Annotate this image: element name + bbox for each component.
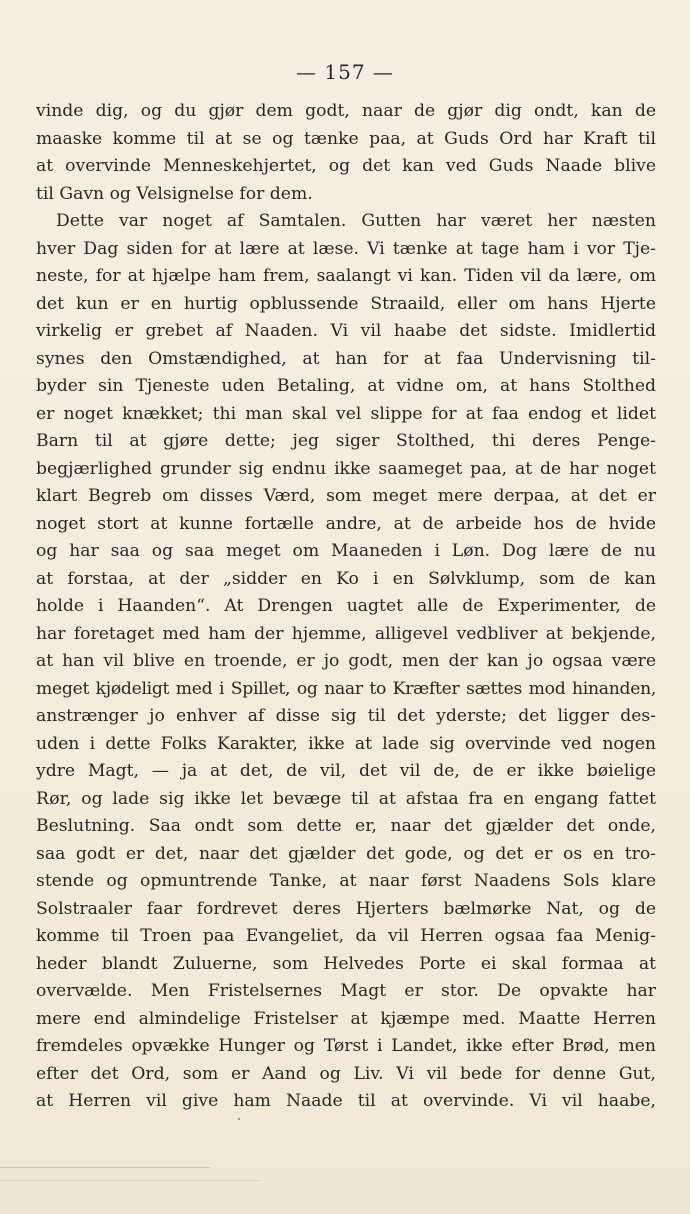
text-line: noget stort at kunne fortælle andre, at de arbeide hos de hvide [36, 513, 656, 534]
text-line: Solstraaler faar fordrevet deres Hjerters bælmørke Nat, og de [36, 898, 656, 919]
text-line: Beslutning. Saa ondt som dette er, naar det gjælder det onde, [36, 816, 656, 836]
text-line: og har saa og saa meget om Maaneden i Løn. Dog lære de nu [36, 541, 656, 561]
text-line: begjærlighed grunder sig endnu ikke saameget paa, at de har noget [36, 458, 656, 479]
text-line: overvælde. Men Fristelsernes Magt er stor. De opvakte har [36, 981, 656, 1001]
text-line: virkelig er grebet af Naaden. Vi vil haabe det sidste. Imidlertid [36, 321, 656, 341]
text-line: vinde dig, og du gjør dem godt, naar de gjør dig ondt, kan de [36, 101, 656, 121]
text-line: at overvinde Menneskehjertet, og det kan ved Guds Naade blive [36, 156, 656, 176]
text-line: hver Dag siden for at lære at læse. Vi tænke at tage ham i vor Tje- [36, 238, 656, 259]
page-edge-line [0, 1180, 260, 1181]
ink-speck [238, 1118, 240, 1120]
text-line: det kun er en hurtig opblussende Straaild, eller om hans Hjerte [36, 293, 656, 314]
text-line: Dette var noget af Samtalen. Gutten har været her næsten [56, 211, 656, 231]
text-line: Rør, og lade sig ikke let bevæge til at afstaa fra en engang fattet [36, 788, 656, 809]
text-line: ydre Magt, — ja at det, de vil, det vil de, de er ikke bøielige [36, 761, 656, 781]
text-line: efter det Ord, som er Aand og Liv. Vi vil bede for denne Gut, [36, 1063, 656, 1084]
text-line: at han vil blive en troende, er jo godt, men der kan jo ogsaa være [36, 651, 656, 671]
text-line: at forstaa, at der „sidder en Ko i en Sølvklump, som de kan [36, 568, 656, 589]
text-line: komme til Troen paa Evangeliet, da vil Herren ogsaa faa Menig- [36, 926, 656, 946]
page-edge-line [0, 1167, 210, 1168]
text-line: anstrænger jo enhver af disse sig til det yderste; det ligger des- [36, 706, 656, 726]
text-line: Barn til at gjøre dette; jeg siger Stolthed, thi deres Penge- [36, 431, 656, 451]
text-line: heder blandt Zuluerne, som Helvedes Porte ei skal formaa at [36, 953, 656, 974]
text-line: synes den Omstændighed, at han for at faa Undervisning til- [36, 348, 656, 369]
text-line: maaske komme til at se og tænke paa, at Guds Ord har Kraft til [36, 128, 656, 149]
text-line: uden i dette Folks Karakter, ikke at lade sig overvinde ved nogen [36, 733, 656, 754]
body-text [36, 98, 656, 1116]
text-line: holde i Haanden“. At Drengen uagtet alle de Experimenter, de [36, 596, 656, 616]
text-line: har foretaget med ham der hjemme, alligevel vedbliver at bekjende, [36, 623, 656, 644]
text-line: mere end almindelige Fristelser at kjæmpe med. Maatte Herren [36, 1008, 656, 1029]
text-line: at Herren vil give ham Naade til at overvinde. Vi vil haabe, [36, 1091, 656, 1111]
text-line: saa godt er det, naar det gjælder det gode, og det er os en tro- [36, 843, 656, 864]
text-line: neste, for at hjælpe ham frem, saalangt vi kan. Tiden vil da lære, om [36, 266, 656, 286]
text-line: er noget knækket; thi man skal vel slippe for at faa endog et lidet [36, 403, 656, 424]
text-line: stende og opmuntrende Tanke, at naar først Naadens Sols klare [36, 871, 656, 891]
text-line: fremdeles opvække Hunger og Tørst i Landet, ikke efter Brød, men [36, 1036, 656, 1056]
text-line: byder sin Tjeneste uden Betaling, at vidne om, at hans Stolthed [36, 376, 656, 396]
page-number: — 157 — [296, 60, 394, 84]
text-line: til Gavn og Velsignelse for dem. [36, 183, 313, 204]
text-line: meget kjødeligt med i Spillet, og naar to Kræfter sættes mod hinanden, [36, 678, 656, 699]
text-line: klart Begreb om disses Værd, som meget mere derpaa, at det er [36, 486, 656, 506]
